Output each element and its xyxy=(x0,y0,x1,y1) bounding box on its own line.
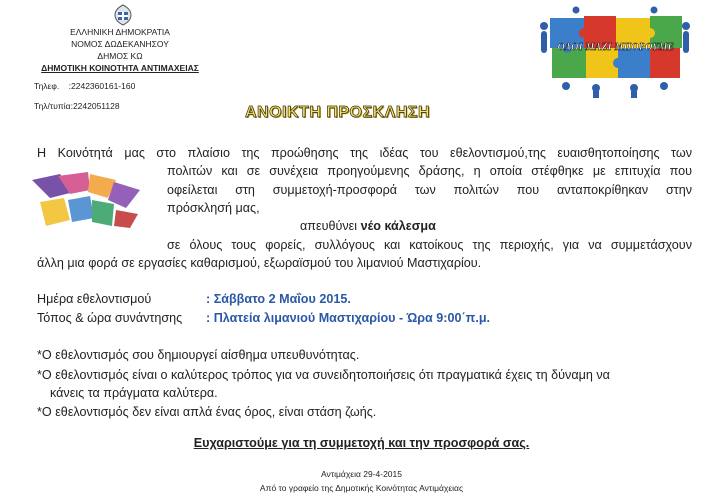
new-call-prefix: απευθύνει xyxy=(300,219,361,233)
note-1: *Ο εθελοντισμός σου δημιουργεί αίσθημα υπευθυνότητας. xyxy=(37,348,360,362)
paragraph-line-1: Η Κοινότητά μας στο πλαίσιο της προώθησης της ιδέας του εθελοντισμού,της ευαισθητοποίησης των xyxy=(37,146,692,160)
thanks-line: Ευχαριστούμε για τη συμμετοχή και την προσφορά σας. xyxy=(193,436,530,450)
paragraph-line-3: οφείλεται στη συμμετοχή-προσφορά των πολιτών που ανταποκρίθηκαν στην xyxy=(167,183,692,197)
footer-from: Από το γραφείο της Δημοτικής Κοινότητας Αντιμάχειας xyxy=(259,483,464,493)
greek-coat-of-arms-icon xyxy=(112,4,134,26)
place-value: : Πλατεία λιμανιού Μαστιχαρίου - Ώρα 9:00΄π.μ. xyxy=(206,311,491,325)
new-call-line xyxy=(300,217,436,236)
colorful-hands-graphic xyxy=(30,170,142,230)
paragraph-line-2: πολιτών και σε συνέχεια προηγούμενης δράσης, η οποία στέφθηκε με επιτυχία που xyxy=(167,164,692,178)
footer-date: Αντιμάχεια 29-4-2015 xyxy=(321,469,402,479)
note-3: *Ο εθελοντισμός δεν είναι απλά ένας όρος, είναι στάση ζωής. xyxy=(37,405,377,419)
date-value: : Σάββατο 2 Μαΐου 2015. xyxy=(206,292,351,306)
header-fax: Τηλ/τυπία:2242051128 xyxy=(34,101,120,111)
place-label: Τόπος & ώρα συνάντησης xyxy=(37,311,183,325)
header-prefecture: ΝΟΜΟΣ ΔΩΔΕΚΑΝΗΣΟΥ xyxy=(71,39,169,49)
call-line-1: σε όλους τους φορείς, συλλόγους και κατοίκους της περιοχής, για να συμμετάσχουν xyxy=(167,238,692,252)
paragraph-line-4: πρόσκλησή μας, xyxy=(167,201,260,215)
date-label: Ημέρα εθελοντισμού xyxy=(37,292,152,306)
logo-slogan: ΟΛΟΙ ΜΑΖΙ ΜΠΟΡΟΥΜΕ xyxy=(557,42,675,53)
header-municipality: ΔΗΜΟΣ ΚΩ xyxy=(97,51,143,61)
call-line-2: άλλη μια φορά σε εργασίες καθαρισμού, εξωραϊσμού του λιμανιού Μαστιχαρίου. xyxy=(37,256,482,270)
page-title: ΑΝΟΙΚΤΗ ΠΡΟΣΚΛΗΣΗ xyxy=(245,104,431,121)
header-country: ΕΛΛΗΝΙΚΗ ΔΗΜΟΚΡΑΤΙΑ xyxy=(70,27,170,37)
note-2-line-1: *Ο εθελοντισμός είναι ο καλύτερος τρόπος για να συνειδητοποιήσεις ότι πραγματικά έχεις τη δύναμη να xyxy=(37,368,610,382)
header-community: ΔΗΜΟΤΙΚΗ ΚΟΙΝΟΤΗΤΑ ΑΝΤΙΜΑΧΕΙΑΣ xyxy=(41,63,199,73)
new-call-bold: νέο κάλεσμα xyxy=(360,219,436,233)
puzzle-people-logo xyxy=(536,6,694,98)
header-phone: Τηλεφ. :2242360161-160 xyxy=(34,81,136,91)
note-2-line-2: κάνεις τα πράγματα καλύτερα. xyxy=(50,386,218,400)
